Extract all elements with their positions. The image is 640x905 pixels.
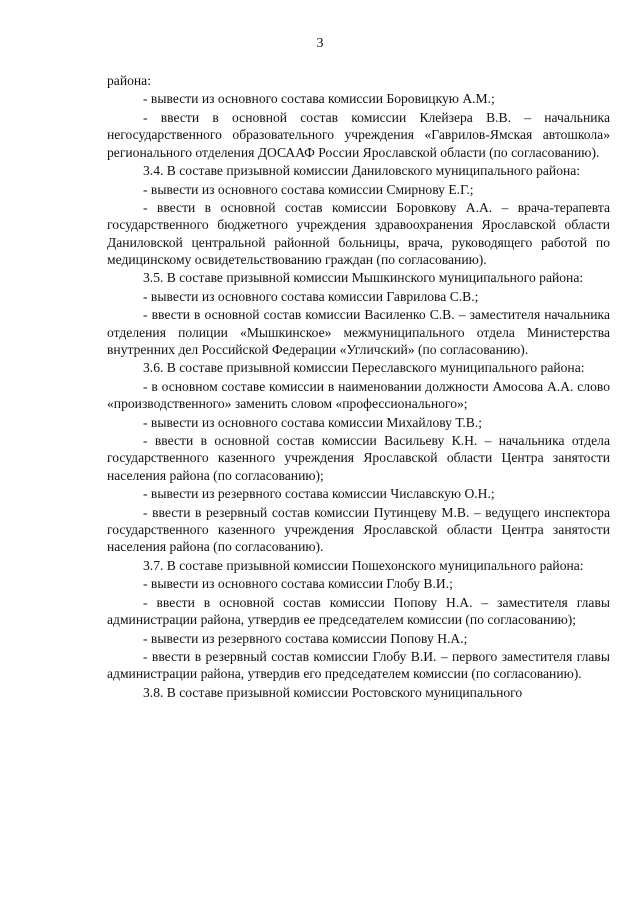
paragraph: - вывести из основного состава комиссии Гаврилова С.В.; xyxy=(143,288,479,304)
page-number: 3 xyxy=(316,36,324,51)
paragraph: - ввести в основной состав комиссии Василенко С.В. – заместителя начальника отделения полиции «Мышкинское» межмуниципального отдела Министерства внутренних дел Российской Федерации «Угличский» (по согласованию). xyxy=(107,307,610,357)
paragraph: - вывести из основного состава комиссии Глобу В.И.; xyxy=(143,576,453,592)
paragraph: - ввести в резервный состав комиссии Путинцеву М.В. – ведущего инспектора государственного казенного учреждения Ярославской области Центра занятости населения района (по согласованию). xyxy=(107,504,610,555)
paragraph: 3.8. В составе призывной комиссии Ростовского муниципального xyxy=(143,684,523,700)
paragraph: - ввести в основной состав комиссии Клейзера В.В. – начальника негосударственного образовательного учреждения «Гаврилов-Ямская автошкола» регионального отделения ДОСААФ России Ярославской области (по согласованию). xyxy=(107,109,610,160)
paragraph: - вывести из резервного состава комиссии Числавскую О.Н.; xyxy=(143,486,495,502)
paragraph: 3.5. В составе призывной комиссии Мышкинского муниципального района: xyxy=(143,270,584,286)
paragraph: района: xyxy=(107,73,151,88)
paragraph: - ввести в основной состав комиссии Боровкову А.А. – врача-терапевта государственного бюджетного учреждения здравоохранения Ярославской области Даниловской центральной районной больницы, врача, руководящего работой по медицинскому освидетельствованию граждан (по согласованию). xyxy=(107,200,610,267)
paragraph: - вывести из основного состава комиссии Смирнову Е.Г.; xyxy=(143,181,474,197)
paragraph: - вывести из основного состава комиссии Михайлову Т.В.; xyxy=(143,414,482,430)
paragraph: 3.6. В составе призывной комиссии Переславского муниципального района: xyxy=(143,360,585,376)
paragraph: - ввести в основной состав комиссии Попову Н.А. – заместителя главы администрации района, утвердив ее председателем комиссии (по согласованию); xyxy=(107,594,610,628)
paragraph: - вывести из резервного состава комиссии Попову Н.А.; xyxy=(143,630,468,646)
document-body xyxy=(107,72,610,702)
paragraph: - ввести в основной состав комиссии Васильеву К.Н. – начальника отдела государственного казенного учреждения Ярославской области Центра занятости населения района (по согласованию); xyxy=(107,433,610,483)
paragraph: 3.7. В составе призывной комиссии Пошехонского муниципального района: xyxy=(143,557,584,573)
paragraph: - вывести из основного состава комиссии Боровицкую А.М.; xyxy=(143,91,495,107)
paragraph: 3.4. В составе призывной комиссии Даниловского муниципального района: xyxy=(143,163,581,179)
paragraph: - ввести в резервный состав комиссии Глобу В.И. – первого заместителя главы администрации района, утвердив его председателем комиссии (по согласованию). xyxy=(107,649,610,682)
paragraph: - в основном составе комиссии в наименовании должности Амосова А.А. слово «производственного» заменить словом «профессионального»; xyxy=(107,378,610,412)
